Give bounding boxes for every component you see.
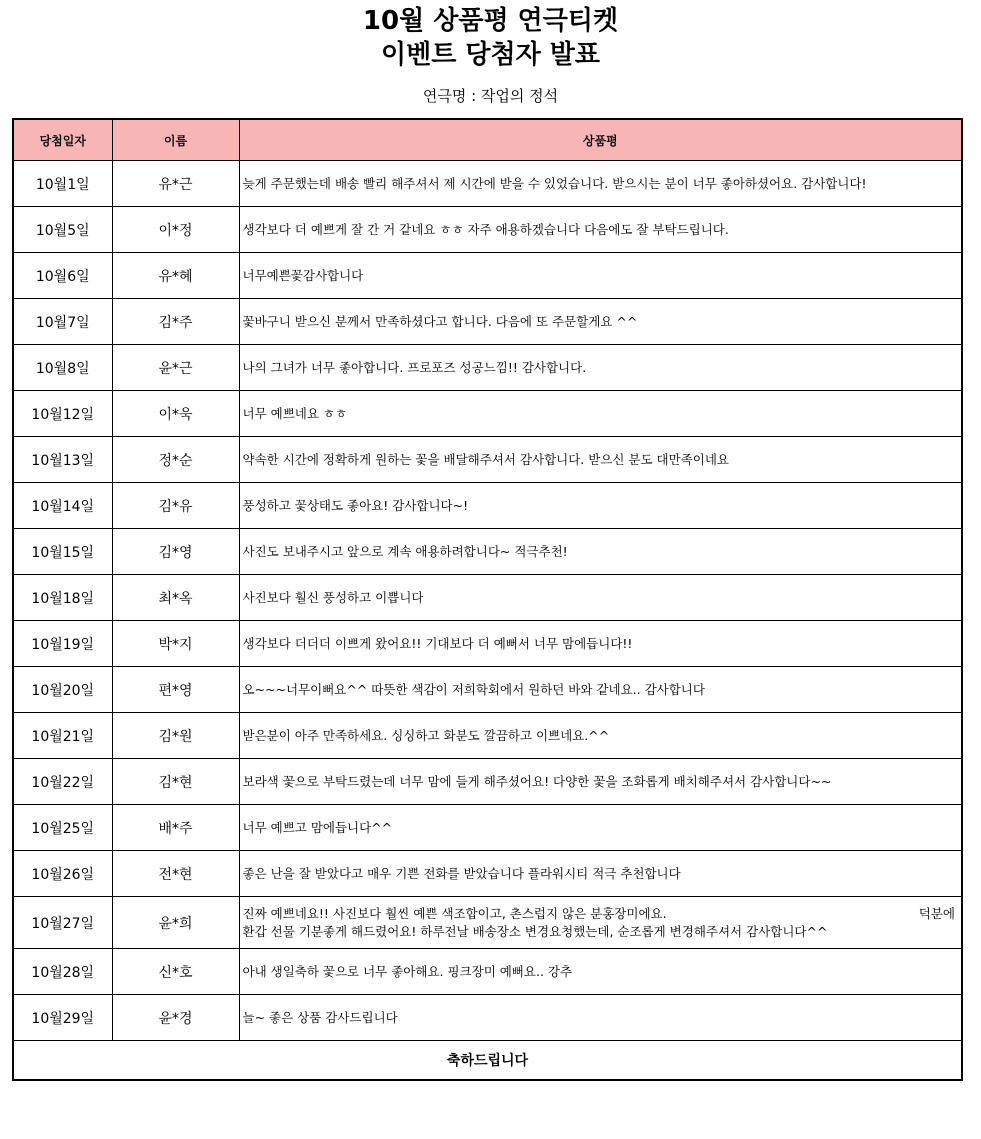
- review-text-line2: 환갑 선물 기분좋게 해드렸어요! 하루전날 배송장소 변경요청했는데, 순조롭게 변경해주셔서 감사합니다^^: [242, 923, 828, 939]
- winner-date: 10월29일: [13, 995, 112, 1041]
- table-row: [13, 667, 962, 713]
- winner-date: 10월7일: [13, 299, 112, 345]
- winner-review: 늦게 주문했는데 배송 빨리 해주셔서 제 시간에 받을 수 있었습니다. 받으시는 분이 너무 좋아하셨어요. 감사합니다!: [239, 161, 962, 207]
- table-row: [13, 391, 962, 437]
- review-text-line1: 진짜 예쁘네요!! 사진보다 훨씬 예쁜 색조합이고, 촌스럽지 않은 분홍장미에요.: [242, 905, 667, 921]
- winner-date: 10월20일: [13, 667, 112, 713]
- winner-date: 10월8일: [13, 345, 112, 391]
- table-row: [13, 161, 962, 207]
- winner-date: 10월28일: [13, 949, 112, 995]
- winner-name: 이*정: [112, 207, 239, 253]
- winner-date: 10월27일: [13, 897, 112, 949]
- page-title-line1: 10월 상품평 연극티켓: [362, 6, 619, 36]
- winner-name: 윤*경: [112, 995, 239, 1041]
- winner-review: 너무 예쁘고 맘에듭니다^^: [239, 805, 962, 851]
- page-title-line2: 이벤트 당첨자 발표: [380, 40, 601, 70]
- winner-date: 10월18일: [13, 575, 112, 621]
- winner-review: 아내 생일축하 꽃으로 너무 좋아해요. 핑크장미 예뻐요.. 강추: [239, 949, 962, 995]
- winner-date: 10월25일: [13, 805, 112, 851]
- table-row: [13, 345, 962, 391]
- winner-date: 10월13일: [13, 437, 112, 483]
- winner-date: 10월1일: [13, 161, 112, 207]
- table-row: [13, 575, 962, 621]
- winner-name: 편*영: [112, 667, 239, 713]
- winner-review: 좋은 난을 잘 받았다고 매우 기쁜 전화를 받았습니다 플라워시티 적극 추천합니다: [239, 851, 962, 897]
- play-name: 연극명 : 작업의 정석: [422, 87, 559, 105]
- table-row: [13, 483, 962, 529]
- table-header-row: [13, 119, 962, 161]
- winner-date: 10월12일: [13, 391, 112, 437]
- winner-review: 나의 그녀가 너무 좋아합니다. 프로포즈 성공느낌!! 감사합니다.: [239, 345, 962, 391]
- table-row: [13, 299, 962, 345]
- winner-review: 너무예쁜꽃감사합니다: [239, 253, 962, 299]
- table-row: [13, 897, 962, 949]
- winner-review: 너무 예쁘네요 ㅎㅎ: [239, 391, 962, 437]
- winner-name: 윤*희: [112, 897, 239, 949]
- winner-review: 오~~~너무이뻐요^^ 따뜻한 색감이 저희학회에서 원하던 바와 같네요.. 감사합니다: [239, 667, 962, 713]
- winner-name: 유*혜: [112, 253, 239, 299]
- table-row: [13, 621, 962, 667]
- winner-name: 이*욱: [112, 391, 239, 437]
- winner-name: 김*현: [112, 759, 239, 805]
- winner-date: 10월26일: [13, 851, 112, 897]
- table-row: [13, 805, 962, 851]
- winner-date: 10월6일: [13, 253, 112, 299]
- winner-date: 10월14일: [13, 483, 112, 529]
- winner-review: 생각보다 더 예쁘게 잘 간 거 같네요 ㅎㅎ 자주 애용하겠습니다 다음에도 잘 부탁드립니다.: [239, 207, 962, 253]
- review-text-line1-end: 덕분에: [918, 905, 955, 921]
- congratulations-footer: 축하드립니다: [13, 1041, 962, 1081]
- winner-name: 김*영: [112, 529, 239, 575]
- table-row: [13, 851, 962, 897]
- winner-name: 윤*근: [112, 345, 239, 391]
- winner-date: 10월19일: [13, 621, 112, 667]
- winner-review: 받은분이 아주 만족하세요. 싱싱하고 화분도 깔끔하고 이쁘네요.^^: [239, 713, 962, 759]
- winner-review: 늘~ 좋은 상품 감사드립니다: [239, 995, 962, 1041]
- winner-name: 김*원: [112, 713, 239, 759]
- winner-name: 김*주: [112, 299, 239, 345]
- table-row: [13, 759, 962, 805]
- table-row: [13, 713, 962, 759]
- table-row: [13, 207, 962, 253]
- winner-date: 10월5일: [13, 207, 112, 253]
- winner-name: 유*근: [112, 161, 239, 207]
- table-row: [13, 437, 962, 483]
- winner-name: 최*옥: [112, 575, 239, 621]
- winner-date: 10월22일: [13, 759, 112, 805]
- table-row: [13, 949, 962, 995]
- winner-date: 10월21일: [13, 713, 112, 759]
- column-header-date: 당첨일자: [13, 119, 112, 161]
- column-header-review: 상품평: [239, 119, 962, 161]
- winner-name: 김*유: [112, 483, 239, 529]
- winner-name: 전*현: [112, 851, 239, 897]
- winner-review: 꽃바구니 받으신 분께서 만족하셨다고 합니다. 다음에 또 주문할게요 ^^: [239, 299, 962, 345]
- table-row: [13, 253, 962, 299]
- winner-review: 풍성하고 꽃상태도 좋아요! 감사합니다~!: [239, 483, 962, 529]
- winner-date: 10월15일: [13, 529, 112, 575]
- winner-name: 정*순: [112, 437, 239, 483]
- winner-review: 약속한 시간에 정확하게 원하는 꽃을 배달해주셔서 감사합니다. 받으신 분도 대만족이네요: [239, 437, 962, 483]
- table-row: [13, 529, 962, 575]
- winner-name: 배*주: [112, 805, 239, 851]
- winners-table: [12, 118, 963, 1081]
- winner-review: 보라색 꽃으로 부탁드렸는데 너무 맘에 들게 해주셨어요! 다양한 꽃을 조화롭게 배치해주셔서 감사합니다~~: [239, 759, 962, 805]
- table-row: [13, 995, 962, 1041]
- winner-name: 박*지: [112, 621, 239, 667]
- winner-review: 생각보다 더더더 이쁘게 왔어요!! 기대보다 더 예뻐서 너무 맘에듭니다!!: [239, 621, 962, 667]
- winner-review: 사진보다 훨신 풍성하고 이쁩니다: [239, 575, 962, 621]
- column-header-name: 이름: [112, 119, 239, 161]
- winner-review: [239, 897, 962, 949]
- winner-name: 신*호: [112, 949, 239, 995]
- winner-review: 사진도 보내주시고 앞으로 계속 애용하려합니다~ 적극추천!: [239, 529, 962, 575]
